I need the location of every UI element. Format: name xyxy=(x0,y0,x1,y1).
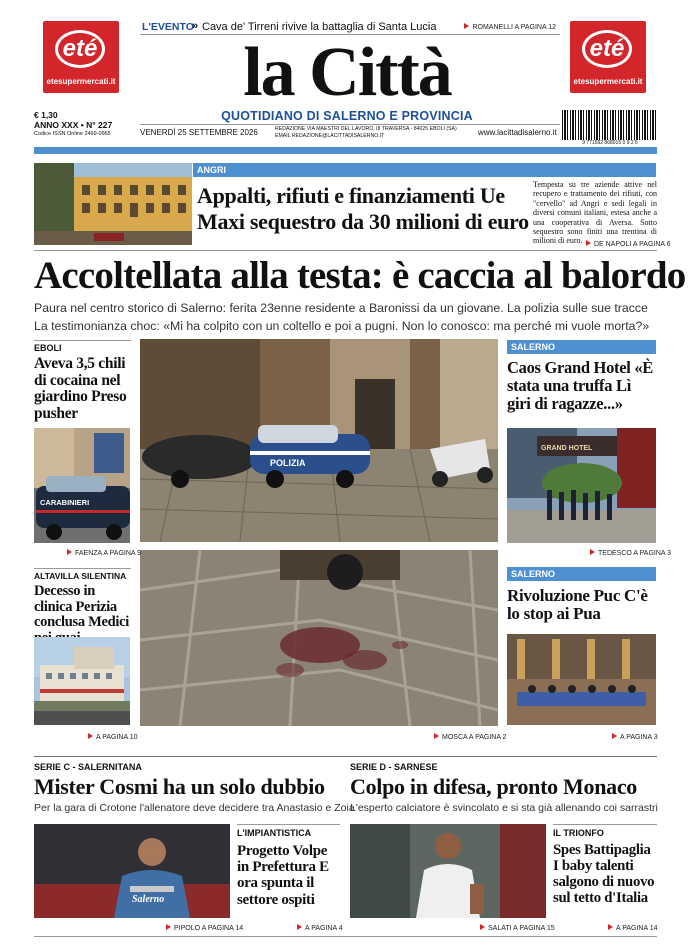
angri-ref-text: DE NAPOLI A PAGINA 6 xyxy=(594,241,671,248)
event-label: L'EVENTO xyxy=(142,21,194,33)
altavilla-kicker: ALTAVILLA SILENTINA xyxy=(34,571,127,581)
arrow-icon xyxy=(480,924,485,930)
issue-number: ANNO XXX • N° 227 xyxy=(34,120,113,130)
eboli-photo[interactable] xyxy=(34,428,130,543)
date: VENERDÌ 25 SETTEMBRE 2026 xyxy=(140,128,258,137)
volpe-rule xyxy=(237,824,340,825)
arrow-icon xyxy=(67,549,72,555)
event-text: Cava de' Tirreni rivive la battaglia di Santa Lucia xyxy=(202,21,437,33)
monaco-ref xyxy=(480,924,555,932)
altavilla-rule xyxy=(34,568,131,569)
altavilla-ref xyxy=(88,733,138,741)
angri-rule xyxy=(34,250,657,251)
angri-kicker: ANGRI xyxy=(197,165,226,175)
angri-ref xyxy=(586,240,671,248)
jersey-label: Salerno xyxy=(132,894,165,905)
website-link[interactable]: www.lacittadisalerno.it xyxy=(478,128,557,137)
monaco-kicker: SERIE D - SARNESE xyxy=(350,762,438,772)
arrow-icon xyxy=(88,733,93,739)
puc-ref xyxy=(612,733,658,741)
event-ref-text: ROMANELLI A PAGINA 12 xyxy=(472,24,556,31)
cosmi-subhead: Per la gara di Crotone l'allenatore deve decidere tra Anastasio e Zoia xyxy=(34,802,355,814)
building-image xyxy=(34,163,192,245)
ad-ete-right[interactable] xyxy=(570,21,646,93)
carabinieri-car-image xyxy=(34,428,130,543)
trionfo-headline[interactable]: Spes Battipaglia I baby talenti salgono di nuovo sul tetto d'Italia xyxy=(553,842,655,906)
altavilla-photo[interactable] xyxy=(34,637,130,725)
arrow-icon xyxy=(608,924,613,930)
carabinieri-label: CARABINIERI xyxy=(40,498,90,507)
volpe-ref xyxy=(297,924,343,932)
puc-kicker: SALERNO xyxy=(511,569,556,579)
trionfo-rule xyxy=(553,824,657,825)
arrow-icon xyxy=(464,23,469,29)
arrow-icon xyxy=(166,924,171,930)
arrow-icon xyxy=(586,240,591,246)
ete-logo-right: eté xyxy=(582,30,632,68)
grandhotel-kicker-bar xyxy=(507,340,656,354)
altavilla-headline[interactable]: Decesso in clinica Perizia conclusa Medici xyxy=(34,583,129,631)
monaco-headline[interactable]: Colpo in difesa, pronto Monaco xyxy=(350,774,638,799)
main-ref-text: MOSCA A PAGINA 2 xyxy=(442,734,507,741)
main-ref xyxy=(434,733,506,741)
angri-headline-2[interactable]: Maxi sequestro da 30 milioni di euro xyxy=(197,209,529,234)
arrow-icon xyxy=(297,924,302,930)
grandhotel-kicker: SALERNO xyxy=(511,342,556,352)
grandhotel-ref xyxy=(590,549,671,557)
volpe-ref-text: A PAGINA 4 xyxy=(305,925,343,932)
event-bar[interactable] xyxy=(140,19,560,35)
footballer-image xyxy=(34,824,230,918)
price: € 1,30 xyxy=(34,110,58,120)
cosmi-ref xyxy=(166,924,243,932)
footer-rule xyxy=(34,936,657,937)
angri-photo[interactable] xyxy=(34,163,192,245)
puc-photo[interactable] xyxy=(507,634,656,725)
volpe-headline[interactable]: Progetto Volpe in Prefettura E ora spunta il settore ospiti xyxy=(237,843,329,908)
trionfo-ref-text: A PAGINA 14 xyxy=(616,925,658,932)
main-photo-blood[interactable] xyxy=(140,550,498,726)
arrow-icon xyxy=(434,733,439,739)
sports-rule xyxy=(34,756,657,757)
player-training-image xyxy=(350,824,546,918)
trionfo-kicker: IL TRIONFO xyxy=(553,828,604,838)
cosmi-kicker: SERIE C - SALERNITANA xyxy=(34,762,142,772)
ete-logo-left: eté xyxy=(55,30,105,68)
police-scene-image xyxy=(140,339,498,542)
main-subhead-2: La testimonianza choc: «Mi ha colpito con un coltello e poi a pugni. Non lo conosco: ma perché mi vuole morta?» xyxy=(34,319,650,333)
grandhotel-photo[interactable] xyxy=(507,428,656,543)
hotel-police-image xyxy=(507,428,656,543)
monaco-photo[interactable] xyxy=(350,824,546,918)
grandhotel-headline[interactable]: Caos Grand Hotel «È stata una truffa Lì giri di ragazze...» xyxy=(507,358,654,413)
eboli-headline[interactable]: Aveva 3,5 chili di cocaina nel giardino Preso pusher xyxy=(34,355,127,423)
masthead-blue-rule xyxy=(34,147,657,154)
police-car-label: POLIZIA xyxy=(270,458,306,468)
clinic-image xyxy=(34,637,130,725)
cosmi-headline[interactable]: Mister Cosmi ha un solo dubbio xyxy=(34,774,325,799)
ad-ete-left[interactable] xyxy=(43,21,119,93)
arrow-icon xyxy=(612,733,617,739)
grandhotel-ref-text: TEDESCO A PAGINA 3 xyxy=(598,550,672,557)
barcode xyxy=(562,110,658,140)
puc-ref-text: A PAGINA 3 xyxy=(620,734,658,741)
eboli-ref-text: FAENZA A PAGINA 9 xyxy=(75,550,142,557)
monaco-subhead: L'esperto calciatore è svincolato e si sta già allenando coi sarrastri xyxy=(350,802,658,814)
cosmi-ref-text: PIPOLO A PAGINA 14 xyxy=(174,925,244,932)
council-hall-image xyxy=(507,634,656,725)
address-line-1: REDAZIONE VIA MAESTRI DEL LAVORO, III TRAVERSA - 84025 EBOLI (SA) xyxy=(275,126,457,132)
trionfo-ref xyxy=(608,924,658,932)
main-subhead-1: Paura nel centro storico di Salerno: ferita 23enne residente a Baronissi da un giovane. La polizia sulle sue tracce xyxy=(34,301,648,315)
barcode-digits: 9 771592 868015 0 9 2 5 xyxy=(582,140,638,146)
altavilla-ref-text: A PAGINA 10 xyxy=(96,734,138,741)
main-photo-police[interactable] xyxy=(140,339,498,542)
ete-url-right: etesupermercati.it xyxy=(573,77,643,86)
hotel-sign-label: GRAND HOTEL xyxy=(541,445,593,452)
puc-headline[interactable]: Rivoluzione Puc C'è lo stop ai Pua xyxy=(507,586,648,624)
puc-kicker-bar xyxy=(507,567,656,581)
arrow-icon xyxy=(590,549,595,555)
angri-kicker-bar xyxy=(193,163,656,177)
eboli-ref xyxy=(67,549,141,557)
ete-url-left: etesupermercati.it xyxy=(46,77,116,86)
masthead-rule xyxy=(140,124,560,125)
volpe-kicker: L'IMPIANTISTICA xyxy=(237,828,312,838)
address-line-2: EMAIL REDAZIONE@LACITTADISALERNO.IT xyxy=(275,133,385,139)
eboli-rule xyxy=(34,340,131,341)
masthead-title: la Città xyxy=(243,34,451,111)
monaco-ref-text: SALATI A PAGINA 15 xyxy=(488,925,555,932)
masthead-subtitle: QUOTIDIANO DI SALERNO E PROVINCIA xyxy=(221,109,473,123)
main-headline[interactable]: Accoltellata alla testa: è caccia al balordo xyxy=(34,254,686,297)
issn: Codice ISSN Online 2499-0965 xyxy=(34,131,111,137)
event-arrow-icon: » xyxy=(192,20,199,32)
cosmi-photo[interactable] xyxy=(34,824,230,918)
angri-headline-1[interactable]: Appalti, rifiuti e finanziamenti Ue xyxy=(197,183,505,208)
eboli-kicker: EBOLI xyxy=(34,343,62,353)
pavement-image xyxy=(140,550,498,726)
angri-body: Tempesta su tre aziende attive nel recupero e trattamento dei rifiuti, con "cervello" ad Angri e sedi legali in diversi comuni italiani, estesa anche a una cooperativa di Aversa. Sotto sequestro sono finiti una trentina di milioni di euro. xyxy=(533,180,657,246)
event-ref xyxy=(464,23,556,31)
